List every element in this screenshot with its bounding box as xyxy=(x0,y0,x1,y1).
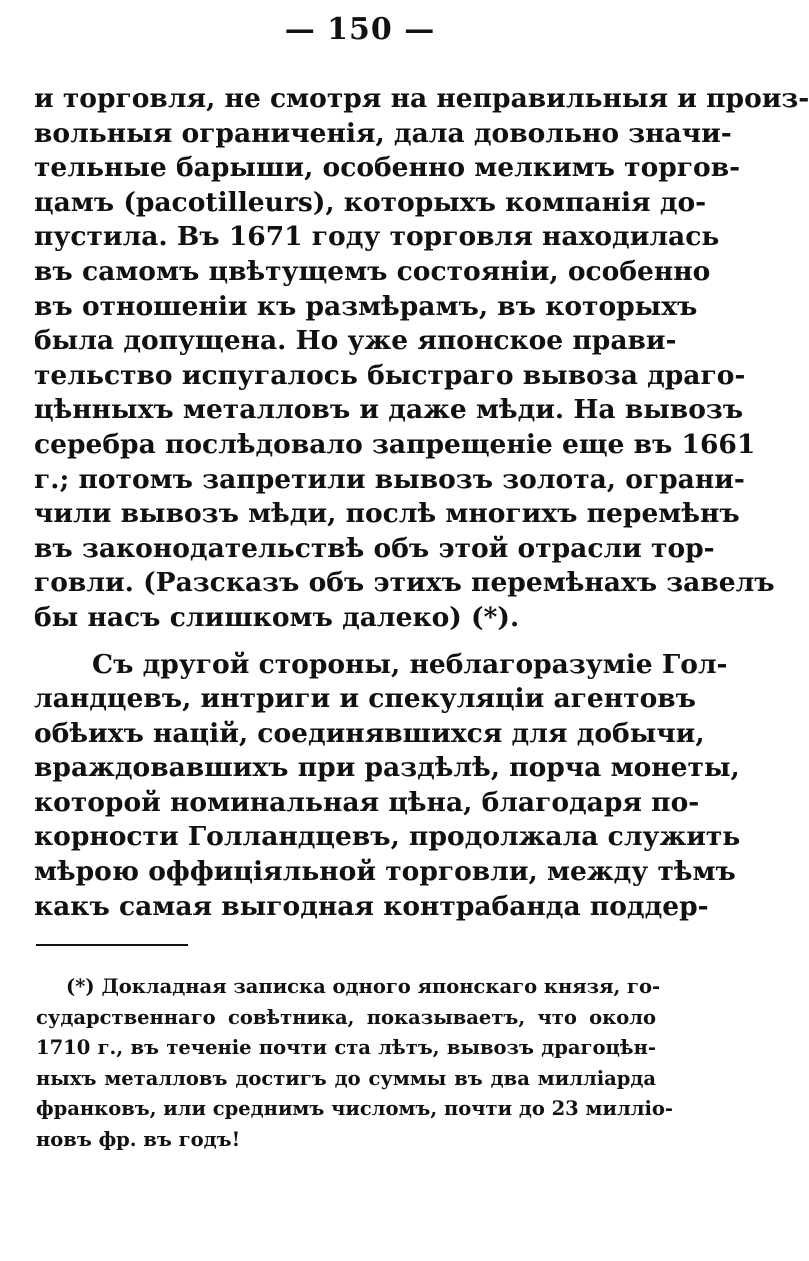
text-line: корности Голландцевъ, продолжала служить xyxy=(34,821,741,853)
text-line: ландцевъ, интриги и спекуляціи агентовъ xyxy=(34,683,696,715)
footnote-line: 1710 г., въ теченіе почти ста лѣтъ, вывозъ драгоцѣн- xyxy=(36,1036,656,1059)
text-line: была допущена. Но уже японское прави- xyxy=(34,325,677,357)
text-line: какъ самая выгодная контрабанда поддер- xyxy=(34,890,709,922)
text-line: и торговля, не смотря на неправильныя и произ- xyxy=(34,83,809,114)
paragraph-1 xyxy=(34,82,809,636)
text-line: Съ другой стороны, неблагоразуміе Гол- xyxy=(92,648,728,680)
text-line: обѣихъ націй, соединявшихся для добычи, xyxy=(34,717,705,749)
footnote xyxy=(36,972,673,1155)
main-text xyxy=(34,82,809,924)
text-line: говли. (Разсказъ объ этихъ перемѣнахъ завелъ xyxy=(34,567,775,599)
text-line: серебра послѣдовало запрещеніе еще въ 1661 xyxy=(34,428,756,460)
text-line: которой номинальная цѣна, благодаря по- xyxy=(34,786,700,818)
text-line: тельство испугалось быстраго вывоза драго- xyxy=(34,359,746,391)
text-line: въ законодательствѣ объ этой отрасли тор- xyxy=(34,532,715,564)
footnote-line: новъ фр. въ годъ! xyxy=(36,1127,241,1151)
page-number: — 150 — xyxy=(284,12,436,47)
text-line: мѣрою оффиціяльной торговли, между тѣмъ xyxy=(34,856,736,888)
text-line: вольныя ограниченія, дала довольно значи- xyxy=(34,117,732,149)
footnote-line: ныхъ металловъ достигъ до суммы въ два милліарда xyxy=(36,1066,656,1090)
footnote-divider xyxy=(36,944,188,946)
paragraph-2 xyxy=(34,648,741,925)
footnote-line: (*) Докладная записка одного японскаго князя, го- xyxy=(66,975,661,998)
text-line: пустила. Въ 1671 году торговля находилась xyxy=(34,221,720,253)
text-line: чили вывозъ мѣди, послѣ многихъ перемѣнъ xyxy=(34,498,740,530)
text-line: враждовавшихъ при раздѣлѣ, порча монеты, xyxy=(34,752,740,784)
text-line: цѣнныхъ металловъ и даже мѣди. На вывозъ xyxy=(34,394,744,426)
text-line: цамъ (pacotilleurs), которыхъ компанія до- xyxy=(34,186,707,218)
text-line: тельные барыши, особенно мелкимъ торгов- xyxy=(34,152,741,184)
paragraph-spacer xyxy=(34,636,658,648)
text-line: бы насъ слишкомъ далеко) (*). xyxy=(34,601,520,633)
text-line: въ отношеніи къ размѣрамъ, въ которыхъ xyxy=(34,290,698,322)
footnote-line: франковъ, или среднимъ числомъ, почти до 23 милліо- xyxy=(36,1097,673,1120)
text-line: г.; потомъ запретили вывозъ золота, ограни- xyxy=(34,463,745,495)
text-line: въ самомъ цвѣтущемъ состояніи, особенно xyxy=(34,255,711,287)
footnote-line: сударственнаго совѣтника, показываетъ, что около xyxy=(36,1005,656,1029)
